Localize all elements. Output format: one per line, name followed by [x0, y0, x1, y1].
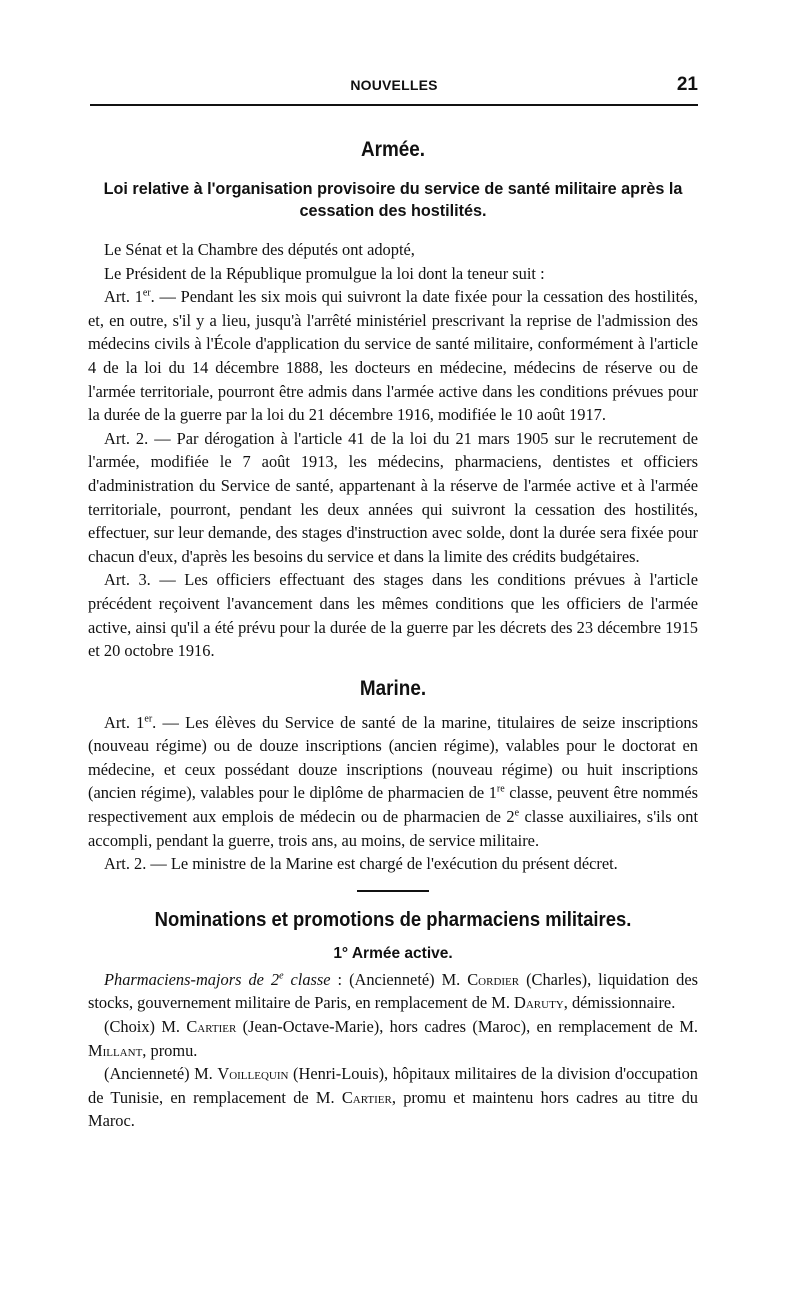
section-title-nominations: Nominations et promotions de pharmaciens militaires. — [154, 907, 632, 931]
rank-label: Pharmaciens-majors de 2e classe — [104, 969, 331, 989]
marine-article-1 — [88, 711, 698, 853]
article-text: . — Pendant les six mois qui suivront la date fixée pour la cessation des hostilités, et, en outre, s'il y a lieu, jusqu'à l'arrêté ministériel prescrivant la reprise de l'admission des médecins civils à l'École d'application du service de santé militaire, conformément à l'article 4 de la loi du 14 décembre 1888, les docteurs en médecine, médecins de réserve ou de l'armée territoriale, pourront être admis dans l'armée active dans les conditions prévues pour la durée de la guerre par la loi du 21 décembre 1916, modifiée le 10 août 1917. — [88, 287, 698, 425]
article-label: Art. 1 — [104, 712, 145, 732]
section-title-armee: Armée. — [360, 138, 426, 161]
person-name: Cordier — [467, 969, 520, 989]
marine-article-2: Art. 2. — Le ministre de la Marine est chargé de l'exécution du présent décret. — [104, 854, 618, 874]
person-name: Millant — [88, 1040, 143, 1060]
armee-article-2: Art. 2. — Par dérogation à l'article 41 de la loi du 21 mars 1905 sur le recrutement de l'armée, modifiée le 7 août 1913, les médecins, pharmaciens, dentistes et officiers d'administration du Service de santé, appartenant à la réserve de l'armée active et à l'armée territoriale, pourront, pendant les deux années qui suivront la cessation des hostilités, effectuer, sur leur demande, des stages d'instruction avec solde, dont la durée sera fixée pour chacun d'eux, d'après les besoins du service et dans la limite des crédits budgétaires. — [88, 428, 698, 566]
section-divider — [357, 890, 429, 892]
superscript: er — [144, 713, 153, 725]
person-name: Voillequin — [217, 1064, 289, 1084]
article-text: classe, peuvent être nommés respectivement aux emplois de médecin ou de pharmacien de 2 — [88, 783, 698, 827]
article-text: . — Les élèves du Service de santé de la marine, titulaires de seize inscriptions (nouveau régime) ou de douze inscriptions (ancien régime), valables pour le doctorat en médecine, et ceux possédant douze inscriptions (nouveau régime) ou huit inscriptions (ancien régime), valables pour le diplôme de pharmacien de 1 — [88, 712, 698, 803]
nomination-entry-1: Pharmaciens-majors de 2e classe : (Ancienneté) M. Cordier (Charles), liquidation des stocks, gouvernement militaire de Paris, en remplacement de M. Daruty, démissionnaire. — [88, 969, 698, 1013]
article-text: classe auxiliaires, s'ils ont accompli, pendant la guerre, trois ans, au moins, de service militaire. — [88, 807, 698, 850]
running-title: NOUVELLES — [350, 77, 438, 93]
page-number: 21 — [676, 74, 698, 95]
person-name: Daruty — [514, 993, 564, 1013]
armee-article-1 — [88, 285, 698, 427]
person-name: Cartier — [341, 1087, 392, 1107]
superscript: e — [514, 807, 520, 819]
superscript: er — [142, 287, 151, 299]
nomination-entry-2: (Choix) M. Cartier (Jean-Octave-Marie), hors cadres (Maroc), en remplacement de M. Millant, promu. — [88, 1017, 698, 1060]
law-intro-1: Le Sénat et la Chambre des députés ont adopté, — [104, 240, 415, 259]
running-header — [90, 74, 698, 96]
person-name: Cartier — [186, 1017, 237, 1037]
body-text — [88, 136, 698, 1133]
law-title: Loi relative à l'organisation provisoire du service de santé militaire après la cessation des hostilités. — [103, 180, 683, 220]
superscript: re — [496, 784, 505, 795]
header-rule — [90, 104, 698, 106]
law-intro-2: Le Président de la République promulgue la loi dont la teneur suit : — [104, 263, 545, 283]
article-label: Art. 1 — [104, 287, 143, 307]
nomination-entry-3: (Ancienneté) M. Voillequin (Henri-Louis), hôpitaux militaires de la division d'occupation de Tunisie, en remplacement de M. Cartier, promu et maintenu hors cadres au titre du Maroc. — [88, 1064, 698, 1131]
superscript: e — [279, 970, 284, 982]
subsection-title: 1° Armée active. — [333, 944, 453, 962]
armee-article-3: Art. 3. — Les officiers effectuant des stages dans les conditions prévues à l'article précédent reçoivent l'avancement dans les mêmes conditions que les officiers de l'armée active, ainsi qu'il a été prévu pour la durée de la guerre par les décrets des 23 décembre 1915 et 20 octobre 1916. — [88, 570, 698, 661]
section-title-marine: Marine. — [359, 676, 427, 700]
